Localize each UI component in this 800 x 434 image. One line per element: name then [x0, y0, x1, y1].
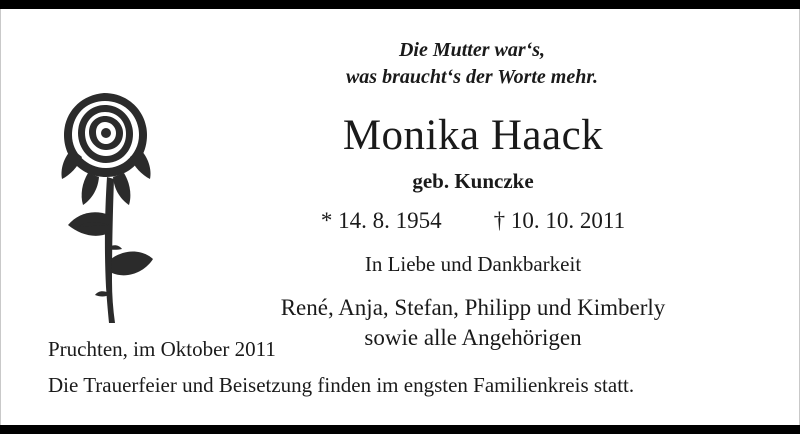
place-and-date: Pruchten, im Oktober 2011: [48, 337, 276, 361]
deceased-name: Monika Haack: [342, 112, 604, 159]
family-line-1: René, Anja, Stefan, Philipp und Kimberly: [280, 295, 666, 320]
family-line-2: sowie alle Angehörigen: [364, 325, 582, 350]
motto: [168, 37, 788, 91]
ceremony-note: Die Trauerfeier und Beisetzung finden im engsten Familienkreis statt.: [48, 373, 635, 397]
rose-icon: [52, 87, 162, 327]
birth-date: * 14. 8. 1954: [320, 208, 442, 233]
life-dates: [168, 208, 788, 234]
maiden-name: geb. Kunczke: [412, 169, 534, 193]
motto-line-2: was braucht‘s der Worte mehr.: [345, 66, 599, 88]
motto-line-1: Die Mutter war‘s,: [398, 39, 546, 61]
death-date: † 10. 10. 2011: [493, 208, 626, 233]
obituary-content: [48, 9, 788, 425]
gratitude-line: In Liebe und Dankbarkeit: [364, 252, 582, 276]
